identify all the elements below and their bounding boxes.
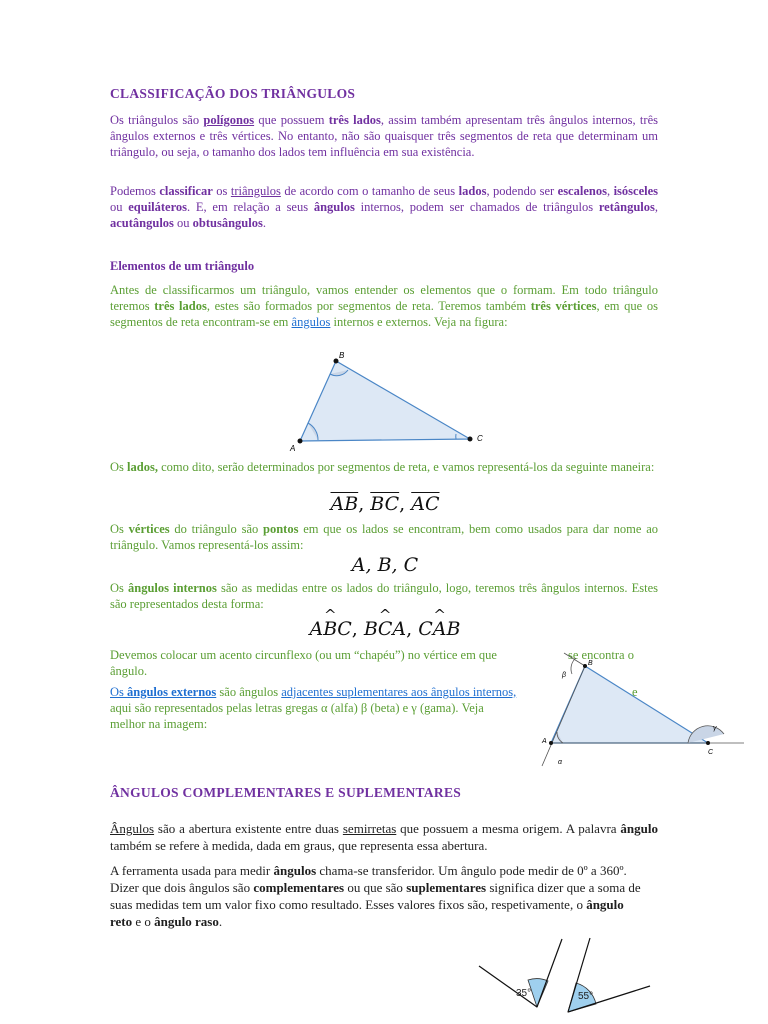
external-angles-figure (536, 650, 748, 768)
link-os-angulos-externos[interactable]: Os ângulos externos (110, 685, 217, 699)
paragraph-intro: Os triângulos são polígonos que possuem três lados, assim também apresentam três ângulos internos, três ângulos externos e três vértices. No entanto, não são quaisquer três segmentos de reta que determinam um triângulo, ou seja, o tamanho dos lados tem influência em sua existência. (110, 113, 658, 159)
label-a-ext: A (542, 738, 547, 745)
paragraph-acento-line2: ângulo. (110, 664, 148, 678)
label-gamma: γ (713, 725, 717, 732)
paragraph-externos-line3: melhor na imagem: (110, 717, 208, 731)
paragraph-lados: Os lados, como dito, serão determinados por segmentos de reta, e vamos representá-los da seguinte maneira: (110, 460, 655, 474)
label-beta: β (562, 672, 566, 679)
label-b: B (339, 351, 345, 360)
formula-vertices: A, B, C (351, 554, 419, 576)
link-poligonos[interactable]: polígonos (203, 113, 255, 127)
paragraph-acento-line1-end: se encontra o (568, 648, 634, 662)
paragraph-transferidor: A ferramenta usada para medir ângulos chama-se transferidor. Um ângulo pode medir de 0º a 360º. Dizer que dois ângulos são complementares ou que são suplementares significa dizer que a soma de suas medidas tem um valor fixo como resultado. Esses valores fixos são, respetivamente, o ângulo reto e o ângulo raso. (110, 863, 641, 929)
paragraph-externos-e: e (632, 685, 638, 699)
link-triangulos[interactable]: triângulos (230, 184, 281, 198)
link-adjacentes-suplementares[interactable]: adjacentes suplementares (281, 685, 408, 699)
vertex-b-ext (583, 664, 587, 668)
label-c: C (477, 434, 483, 443)
section-title-complementares: ÂNGULOS COMPLEMENTARES E SUPLEMENTARES (110, 785, 462, 800)
angle-label-35: 35° (516, 988, 532, 999)
vertex-a-ext (549, 741, 553, 745)
section-title-elementos: Elementos de um triângulo (110, 259, 255, 273)
ray-35-left (479, 966, 537, 1007)
link-angulos-internos[interactable]: aos ângulos internos, (407, 685, 517, 699)
link-angulos-def[interactable]: Ângulos (110, 821, 155, 836)
paragraph-elementos: Antes de classificarmos um triângulo, vamos entender os elementos que o formam. Em todo triângulo teremos três lados, estes são formados por segmentos de reta. Teremos também três vértices, em que os segmentos de reta encontram-se em ângulos internos e externos. Veja na figura: (110, 283, 658, 329)
vertex-b (334, 359, 339, 364)
triangle-figure (280, 350, 490, 455)
label-c-ext: C (708, 749, 714, 756)
vertex-c-ext (706, 741, 710, 745)
angle-label-55: 55° (578, 991, 594, 1002)
label-b-ext: B (588, 660, 593, 667)
paragraph-angulos-internos: Os ângulos internos são as medidas entre os lados do triângulo, logo, teremos três ângulos internos. Estes são representados desta forma: (110, 581, 658, 611)
paragraph-externos-line2: aqui são representados pelas letras gregas α (alfa) β (beta) e γ (gama). Veja (110, 701, 484, 715)
paragraph-classify: Podemos classificar os triângulos de acordo com o tamanho de seus lados, podendo ser escalenos, isósceles ou equiláteros. E, em relação a seus ângulos internos, podem ser chamados de triângulos retângulos, acutângulos ou obtusângulos. (110, 184, 658, 230)
triangle-external-shape (551, 666, 708, 743)
angle-arc-gamma (688, 726, 724, 743)
paragraph-externos-line1: Os ângulos externos são ângulos adjacentes suplementares aos ângulos internos, (110, 685, 517, 699)
paragraph-angulos-def: Ângulos são a abertura existente entre duas semirretas que possuem a mesma origem. A palavra ângulo também se refere à medida, dada em graus, que representa essa abertura. (110, 821, 658, 853)
paragraph-vertices: Os vértices do triângulo são pontos em que os lados se encontram, bem como usados para dar nome ao triângulo. Vamos representá-los assim: (110, 522, 658, 552)
complementary-angles-figure (470, 935, 670, 1024)
label-alpha: α (558, 759, 562, 766)
section-title-classificacao: CLASSIFICAÇÃO DOS TRIÂNGULOS (110, 86, 356, 101)
paragraph-acento-line1: Devemos colocar um acento circunflexo (ou um “chapéu”) no vértice em que (110, 648, 497, 662)
formula-sides: $\overline{AB}$, $\overline{BC}$, $\overline{AC}$ (330, 493, 440, 515)
vertex-a (298, 439, 303, 444)
ray-35-right (537, 939, 562, 1007)
vertex-c (468, 437, 473, 442)
formula-angles: A^ BC, B^ CA, C^ AB (270, 618, 500, 640)
label-a: A (290, 444, 296, 453)
link-semirretas[interactable]: semirretas (342, 821, 397, 836)
link-angulos[interactable]: ângulos (291, 315, 331, 329)
